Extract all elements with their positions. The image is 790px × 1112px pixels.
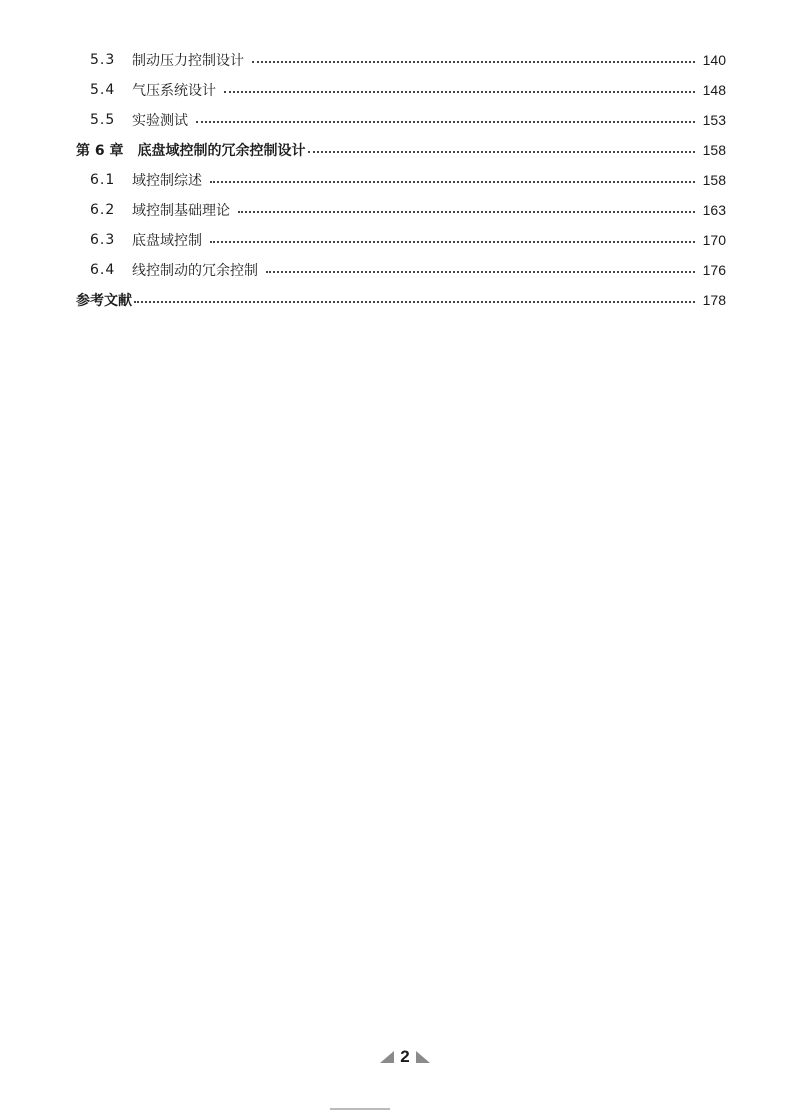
- section-title: 底盘域控制: [132, 233, 202, 249]
- right-triangle-icon: [416, 1051, 430, 1063]
- page-ref: 158: [702, 142, 726, 158]
- dot-leader: [210, 181, 695, 183]
- bottom-edge-mark: [330, 1108, 390, 1110]
- section-number: 6.1: [90, 172, 116, 188]
- section-number: 5.4: [90, 82, 116, 98]
- dot-leader: [224, 91, 695, 93]
- page-ref: 158: [702, 172, 726, 188]
- section-title: 气压系统设计: [132, 83, 216, 99]
- toc-chapter-6: [76, 139, 726, 161]
- section-title: 实验测试: [132, 113, 188, 129]
- dot-leader: [266, 271, 695, 273]
- toc-entry-5-5: [90, 109, 726, 131]
- toc-entry-5-3: [90, 49, 726, 71]
- section-number: 5.5: [90, 112, 116, 128]
- toc-entry-6-4: [90, 259, 726, 281]
- page-ref: 176: [702, 262, 726, 278]
- page-ref: 148: [702, 82, 726, 98]
- toc-entry-6-1: [90, 169, 726, 191]
- dot-leader: [210, 241, 695, 243]
- section-number: 6.3: [90, 232, 116, 248]
- references-title: 参考文献: [76, 293, 132, 309]
- dot-leader: [252, 61, 695, 63]
- dot-leader: [196, 121, 695, 123]
- toc-entry-6-2: [90, 199, 726, 221]
- section-title: 域控制基础理论: [132, 203, 230, 219]
- page-ref: 170: [702, 232, 726, 248]
- page-ref: 140: [702, 52, 726, 68]
- page-number: 2: [400, 1047, 410, 1066]
- left-triangle-icon: [380, 1051, 394, 1063]
- page-ref: 153: [702, 112, 726, 128]
- dot-leader: [134, 301, 695, 303]
- toc-references: [76, 289, 726, 311]
- section-number: 5.3: [90, 52, 116, 68]
- toc-entry-5-4: [90, 79, 726, 101]
- section-number: 6.2: [90, 202, 116, 218]
- section-title: 域控制综述: [132, 173, 202, 189]
- section-number: 6.4: [90, 262, 116, 278]
- page-footer: [375, 1045, 435, 1069]
- section-title: 线控制动的冗余控制: [132, 263, 258, 279]
- page-ref: 178: [702, 292, 726, 308]
- chapter-number: 第 6 章: [76, 143, 124, 159]
- toc-entry-6-3: [90, 229, 726, 251]
- section-title: 制动压力控制设计: [132, 53, 244, 69]
- dot-leader: [308, 151, 695, 153]
- page-ref: 163: [702, 202, 726, 218]
- chapter-title: 底盘域控制的冗余控制设计: [137, 143, 306, 159]
- dot-leader: [238, 211, 695, 213]
